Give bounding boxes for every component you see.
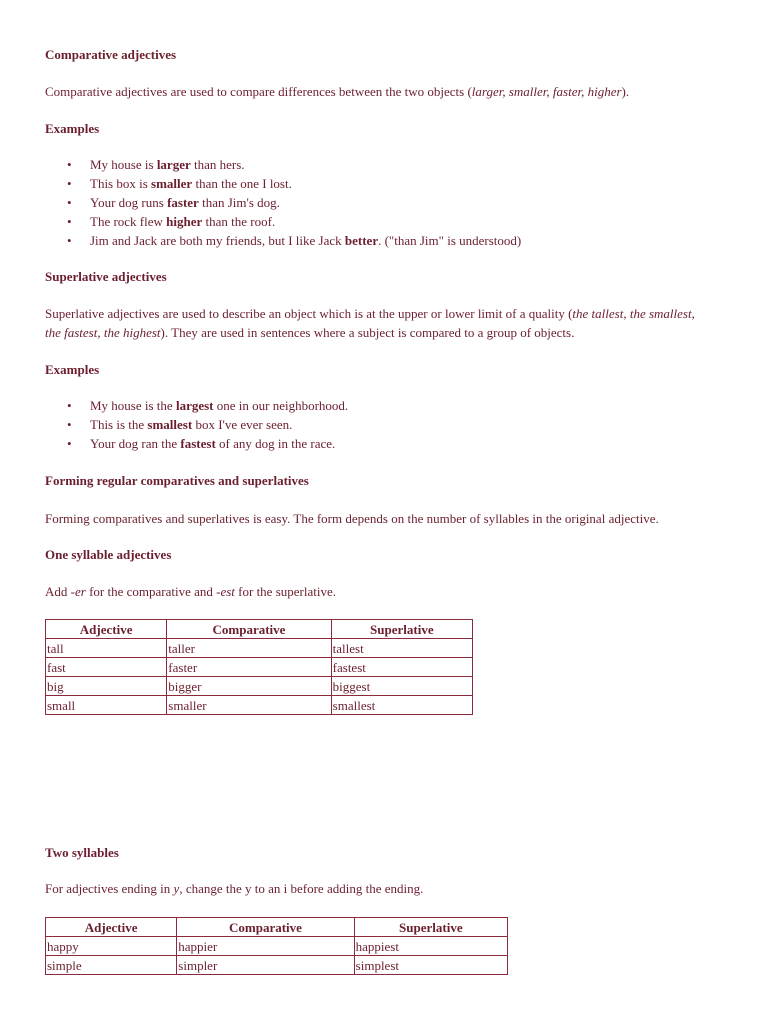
table-cell: small <box>46 696 167 715</box>
list-item <box>45 193 521 212</box>
heading-one-syllable: One syllable adjectives <box>45 547 172 562</box>
rule-text: for the superlative. <box>234 584 336 599</box>
example-keyword: smallest <box>147 417 193 432</box>
list-item <box>45 231 521 250</box>
table-cell: biggest <box>331 677 472 696</box>
example-keyword: larger <box>156 157 191 172</box>
table-row <box>46 937 508 956</box>
table-row <box>46 677 473 696</box>
heading-forming-regular: Forming regular comparatives and superlatives <box>45 473 309 488</box>
table-cell: tall <box>46 639 167 658</box>
list-item <box>45 396 348 415</box>
table-row <box>46 658 473 677</box>
table-cell: tallest <box>331 639 472 658</box>
one-syllable-table <box>45 619 473 715</box>
example-text-end: than hers. <box>190 157 245 172</box>
example-keyword: fastest <box>180 436 216 451</box>
example-text-end: one in our neighborhood. <box>213 398 349 413</box>
example-text: Jim and Jack are both my friends, but I like Jack <box>90 233 345 248</box>
example-text: The rock flew <box>90 214 167 229</box>
table-row <box>46 639 473 658</box>
heading-examples-2: Examples <box>45 362 100 377</box>
heading-superlative-adjectives: Superlative adjectives <box>45 269 167 284</box>
superlative-examples-list <box>45 396 348 453</box>
table-cell: fastest <box>331 658 472 677</box>
table-header-adjective: Adjective <box>46 918 177 937</box>
table-cell: smallest <box>331 696 472 715</box>
table-header-adjective: Adjective <box>46 620 167 639</box>
table-header-comparative: Comparative <box>167 620 331 639</box>
example-text: Your dog ran the <box>90 436 181 451</box>
example-text-end: . ("than Jim" is understood) <box>378 233 522 248</box>
rule-letter-y: y <box>173 881 180 896</box>
example-text: This box is <box>90 176 152 191</box>
table-cell: taller <box>167 639 331 658</box>
rule-text: For adjectives ending in <box>45 881 174 896</box>
heading-two-syllables: Two syllables <box>45 845 119 860</box>
example-text: My house is the <box>90 398 176 413</box>
superlative-intro <box>45 304 705 342</box>
rule-text: for the comparative and <box>85 584 217 599</box>
rule-text: , change the y to an i before adding the ending. <box>179 881 424 896</box>
comparative-examples-list <box>45 155 521 250</box>
example-text: This is the <box>90 417 148 432</box>
example-keyword: better <box>344 233 379 248</box>
table-cell: happy <box>46 937 177 956</box>
intro-text: Superlative adjectives are used to describe an object which is at the upper or lower limit of a quality ( <box>45 306 573 321</box>
table-cell: faster <box>167 658 331 677</box>
table-row <box>46 956 508 975</box>
intro-text: Comparative adjectives are used to compare differences between the two objects ( <box>45 84 472 99</box>
rule-text: Add <box>45 584 71 599</box>
table-header-row <box>46 620 473 639</box>
table-cell: big <box>46 677 167 696</box>
forming-intro: Forming comparatives and superlatives is easy. The form depends on the number of syllables in the original adjective. <box>45 511 659 526</box>
list-item <box>45 212 521 231</box>
example-text: Your dog runs <box>90 195 168 210</box>
intro-text-end: ). <box>621 84 630 99</box>
table-cell: simplest <box>354 956 507 975</box>
table-header-superlative: Superlative <box>331 620 472 639</box>
example-text-end: of any dog in the race. <box>215 436 336 451</box>
table-header-superlative: Superlative <box>354 918 507 937</box>
rule-suffix-er: -er <box>70 584 86 599</box>
table-cell: simple <box>46 956 177 975</box>
list-item <box>45 434 348 453</box>
heading-examples-1: Examples <box>45 121 100 136</box>
intro-text-end: ). They are used in sentences where a subject is compared to a group of objects. <box>160 325 575 340</box>
example-text-end: than Jim's dog. <box>198 195 280 210</box>
table-header-comparative: Comparative <box>177 918 354 937</box>
comparative-intro <box>45 82 629 101</box>
heading-comparative-adjectives: Comparative adjectives <box>45 47 177 62</box>
example-keyword: faster <box>167 195 199 210</box>
list-item <box>45 174 521 193</box>
list-item <box>45 415 348 434</box>
intro-emphasis: the tallest, the smallest, the fastest, the highest <box>45 306 695 340</box>
rule-suffix-est: -est <box>216 584 235 599</box>
example-text-end: than the one I lost. <box>192 176 292 191</box>
table-row <box>46 696 473 715</box>
example-text-end: box I've ever seen. <box>192 417 293 432</box>
table-cell: happier <box>177 937 354 956</box>
table-cell: happiest <box>354 937 507 956</box>
intro-emphasis: larger, smaller, faster, higher <box>471 84 622 99</box>
two-syllables-rule <box>45 879 423 898</box>
table-cell: bigger <box>167 677 331 696</box>
table-cell: fast <box>46 658 167 677</box>
table-cell: simpler <box>177 956 354 975</box>
table-header-row <box>46 918 508 937</box>
one-syllable-rule <box>45 582 336 601</box>
example-text-end: than the roof. <box>202 214 276 229</box>
example-text: My house is <box>90 157 157 172</box>
example-keyword: largest <box>175 398 214 413</box>
example-keyword: smaller <box>151 176 193 191</box>
example-keyword: higher <box>166 214 203 229</box>
list-item <box>45 155 521 174</box>
two-syllables-table <box>45 917 508 975</box>
table-cell: smaller <box>167 696 331 715</box>
